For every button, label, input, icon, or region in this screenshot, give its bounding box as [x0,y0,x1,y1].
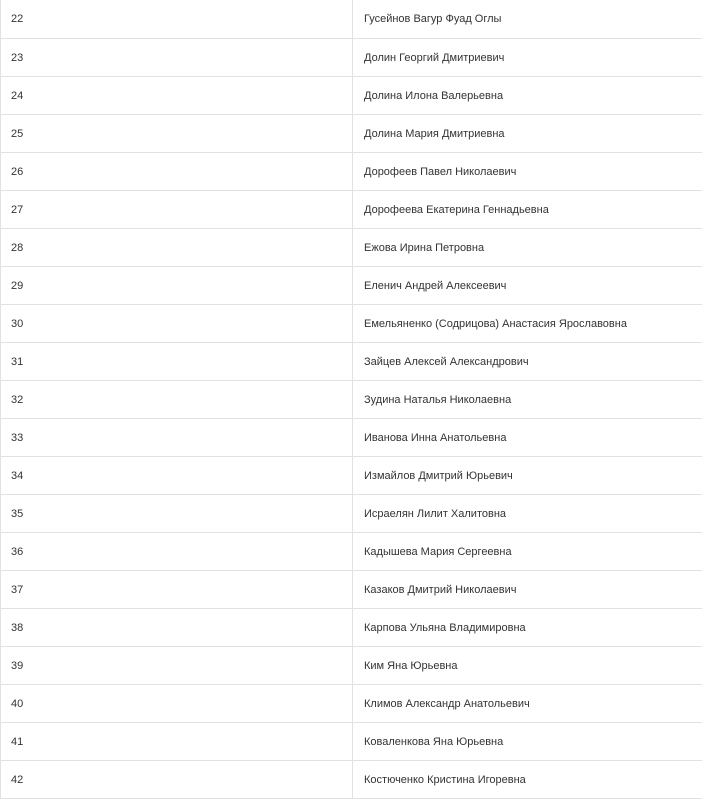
row-number: 31 [1,343,353,381]
table-row [1,305,702,343]
person-name: Долина Мария Дмитриевна [353,115,702,153]
person-name: Зайцев Алексей Александрович [353,343,702,381]
row-number: 23 [1,39,353,77]
row-number: 29 [1,267,353,305]
table-row [1,115,702,153]
person-name: Карпова Ульяна Владимировна [353,609,702,647]
table-row [1,457,702,495]
row-number: 40 [1,685,353,723]
person-name: Ким Яна Юрьевна [353,647,702,685]
table-row [1,381,702,419]
person-name: Дорофеева Екатерина Геннадьевна [353,191,702,229]
person-name: Еленич Андрей Алексеевич [353,267,702,305]
person-name: Долина Илона Валерьевна [353,77,702,115]
table-row [1,647,702,685]
row-number: 39 [1,647,353,685]
row-number: 35 [1,495,353,533]
row-number: 30 [1,305,353,343]
row-number: 42 [1,761,353,799]
person-name: Климов Александр Анатольевич [353,685,702,723]
table-row [1,495,702,533]
row-number: 26 [1,153,353,191]
table-row [1,39,702,77]
row-number: 33 [1,419,353,457]
table-row [1,571,702,609]
person-name: Кадышева Мария Сергеевна [353,533,702,571]
person-name: Емельяненко (Содрицова) Анастасия Ярославовна [353,305,702,343]
table-row [1,723,702,761]
row-number: 41 [1,723,353,761]
table-row [1,153,702,191]
table-row [1,77,702,115]
person-name: Зудина Наталья Николаевна [353,381,702,419]
table-row [1,533,702,571]
person-name: Коваленкова Яна Юрьевна [353,723,702,761]
person-name: Гусейнов Вагур Фуад Оглы [353,0,702,39]
row-number: 27 [1,191,353,229]
person-name: Измайлов Дмитрий Юрьевич [353,457,702,495]
row-number: 25 [1,115,353,153]
row-number: 37 [1,571,353,609]
table-body [1,0,702,799]
person-name: Долин Георгий Дмитриевич [353,39,702,77]
table-row [1,609,702,647]
row-number: 24 [1,77,353,115]
person-name: Костюченко Кристина Игоревна [353,761,702,799]
table-row [1,191,702,229]
person-name: Иванова Инна Анатольевна [353,419,702,457]
person-name: Дорофеев Павел Николаевич [353,153,702,191]
person-name: Исраелян Лилит Халитовна [353,495,702,533]
table-row [1,343,702,381]
row-number: 36 [1,533,353,571]
row-number: 38 [1,609,353,647]
table-row [1,685,702,723]
table-row [1,761,702,799]
row-number: 28 [1,229,353,267]
row-number: 22 [1,0,353,39]
row-number: 32 [1,381,353,419]
table-row [1,0,702,39]
row-number: 34 [1,457,353,495]
table-row [1,229,702,267]
person-name: Казаков Дмитрий Николаевич [353,571,702,609]
person-name: Ежова Ирина Петровна [353,229,702,267]
table-row [1,267,702,305]
table-row [1,419,702,457]
